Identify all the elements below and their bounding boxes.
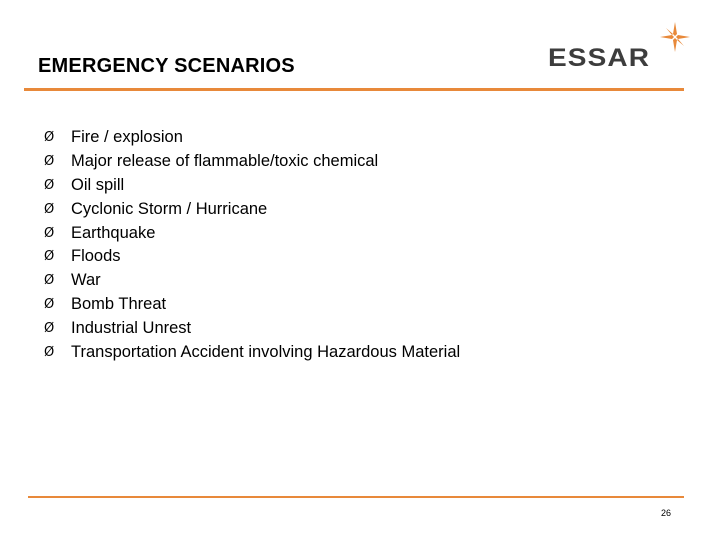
list-item (44, 221, 460, 245)
logo-text: ESSAR (548, 44, 651, 72)
arrow-bullet-icon: Ø (44, 249, 55, 265)
arrow-bullet-icon: Ø (44, 344, 55, 360)
list-item (44, 293, 460, 317)
list-item-text: Bomb Threat (71, 294, 167, 313)
list-item-text: Oil spill (71, 175, 125, 194)
list-item-text: Industrial Unrest (71, 318, 192, 337)
scenario-list (44, 126, 460, 364)
list-item (44, 174, 460, 198)
list-item (44, 150, 460, 174)
list-item-text: Cyclonic Storm / Hurricane (71, 199, 268, 218)
arrow-bullet-icon: Ø (44, 225, 55, 241)
list-item (44, 126, 460, 150)
arrow-bullet-icon: Ø (44, 296, 55, 312)
list-item-text: Floods (71, 247, 121, 266)
list-item-text: Transportation Accident involving Hazardous Material (71, 342, 461, 361)
list-item (44, 340, 460, 364)
essar-logo (548, 22, 688, 72)
arrow-bullet-icon: Ø (44, 154, 55, 170)
list-item-text: Earthquake (71, 223, 156, 242)
arrow-bullet-icon: Ø (44, 177, 55, 193)
footer-divider (28, 496, 684, 498)
page-number: 26 (661, 508, 672, 518)
arrow-bullet-icon: Ø (44, 273, 55, 289)
list-item (44, 197, 460, 221)
list-item-text: Major release of flammable/toxic chemical (71, 152, 379, 171)
slide-title: EMERGENCY SCENARIOS (38, 55, 295, 77)
list-item-text: War (71, 271, 101, 290)
list-item (44, 269, 460, 293)
essar-star-icon (660, 22, 690, 52)
arrow-bullet-icon: Ø (44, 320, 55, 336)
arrow-bullet-icon: Ø (44, 130, 55, 146)
list-item (44, 316, 460, 340)
arrow-bullet-icon: Ø (44, 201, 55, 217)
list-item (44, 245, 460, 269)
header-divider (24, 88, 684, 91)
list-item-text: Fire / explosion (71, 128, 183, 147)
